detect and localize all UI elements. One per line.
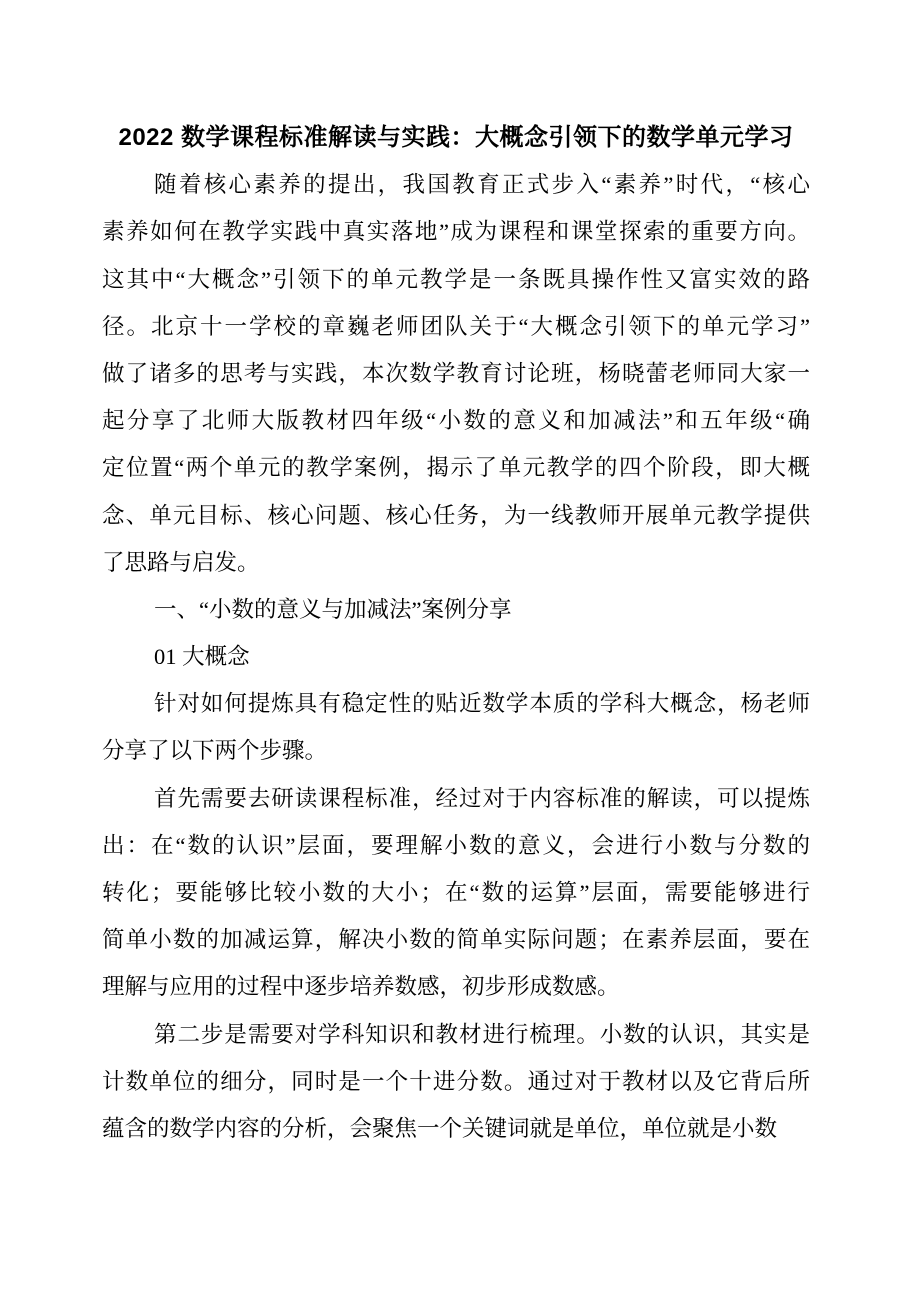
document-body: [102, 161, 810, 1152]
text-line: 01 大概念: [154, 644, 250, 670]
text-line: 念、单元目标、核心问题、核心任务，为一线教师开展单元教学提供: [102, 502, 810, 528]
text-line: 定位置“两个单元的教学案例，揭示了单元教学的四个阶段，即大概: [102, 455, 810, 481]
text-line: 这其中“大概念”引领下的单元教学是一条既具操作性又富实效的路: [102, 266, 810, 292]
text-line: 简单小数的加减运算，解决小数的简单实际问题；在素养层面，要在: [102, 927, 810, 953]
text-line: 蕴含的数学内容的分析，会聚焦一个关键词就是单位，单位就是小数: [102, 1115, 778, 1141]
text-line: 做了诸多的思考与实践，本次数学教育讨论班，杨晓蕾老师同大家一: [102, 360, 810, 386]
paragraph-sub-heading: [102, 633, 810, 680]
document-title: 2022 数学课程标准解读与实践：大概念引领下的数学单元学习: [118, 124, 794, 151]
text-line: 分享了以下两个步骤。: [102, 738, 328, 764]
text-line: 起分享了北师大版教材四年级“小数的意义和加减法”和五年级“确: [102, 408, 810, 434]
text-line: 一、“小数的意义与加减法”案例分享: [154, 596, 512, 622]
paragraph-section-heading: [102, 586, 810, 633]
text-line: 针对如何提炼具有稳定性的贴近数学本质的学科大概念，杨老师: [154, 691, 810, 717]
paragraph-body: [102, 775, 810, 1011]
text-line: 理解与应用的过程中逐步培养数感，初步形成数感。: [102, 974, 620, 1000]
paragraph-body: [102, 1011, 810, 1153]
text-line: 了思路与启发。: [102, 549, 260, 575]
paragraph-body: [102, 161, 810, 586]
text-line: 随着核心素养的提出，我国教育正式步入“素养”时代，“核心: [154, 172, 810, 198]
text-line: 计数单位的细分，同时是一个十进分数。通过对于教材以及它背后所: [102, 1068, 810, 1094]
text-line: 第二步是需要对学科知识和教材进行梳理。小数的认识，其实是: [154, 1021, 810, 1047]
text-line: 首先需要去研读课程标准，经过对于内容标准的解读，可以提炼: [154, 785, 810, 811]
text-line: 出：在“数的认识”层面，要理解小数的意义，会进行小数与分数的: [102, 832, 810, 858]
paragraph-body: [102, 680, 810, 774]
text-line: 转化；要能够比较小数的大小；在“数的运算”层面，需要能够进行: [102, 880, 810, 905]
text-line: 素养如何在教学实践中真实落地”成为课程和课堂探索的重要方向。: [102, 219, 810, 245]
text-line: 径。北京十一学校的章巍老师团队关于“大概念引领下的单元学习”: [102, 313, 810, 339]
